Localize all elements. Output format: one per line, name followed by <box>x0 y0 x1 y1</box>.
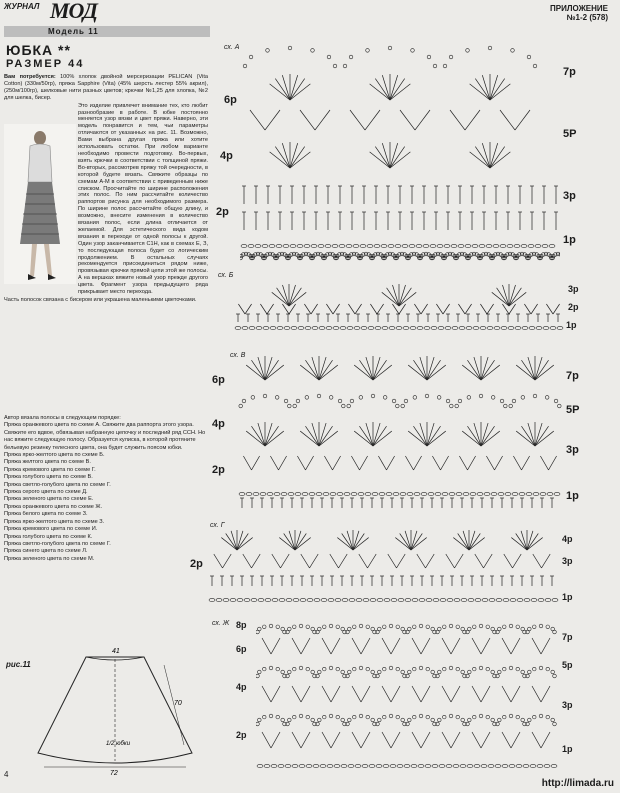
scheme-a-row-left: 6р <box>224 94 237 106</box>
scheme-g-row-right: 4р <box>562 534 573 544</box>
scheme-v-row-right: 5Р <box>566 404 580 416</box>
order-item: Пряжа белого цвета по схеме З. <box>4 511 88 518</box>
scheme-a-row-left: 2р <box>216 206 229 218</box>
scheme-zh-chart <box>256 616 560 774</box>
order-item: Пряжа ярко-желтого цвета по схеме З. <box>4 518 105 525</box>
scheme-a-chart <box>240 40 560 266</box>
order-detail: Пряжа оранжевого цвета по схеме А. Свяжите два раппорта этого узора. Свяжите его вдвое, обвязывая набранную цепочку и последний ряд ССН. Но нас вяжите следующую полосу. Образуется кулиска, в которой протяните бельевую резинку телесного цвета, она будет служить поясом юбки. <box>4 422 206 451</box>
model-bar: Модель 11 <box>4 26 210 37</box>
order-item: Пряжа синего цвета по схеме Л. <box>4 548 88 555</box>
scheme-v-row-right: 7р <box>566 370 579 382</box>
order-item: Пряжа желтого цвета по схеме В. <box>4 459 91 466</box>
scheme-a-label: сх. А <box>224 44 240 51</box>
page-mark: 4 <box>4 770 9 779</box>
scheme-b-row-right: 1р <box>566 320 577 330</box>
order-item: Пряжа зеленого цвета по схеме М. <box>4 555 95 562</box>
scheme-b-row-right: 2р <box>568 302 579 312</box>
supplement-label: ПРИЛОЖЕНИЕ <box>550 4 608 13</box>
order-intro: Автор вязала полосы в следующем порядке: <box>4 415 121 421</box>
order-item: Пряжа светло-голубого цвета по схеме Г. <box>4 481 111 488</box>
order-item: Пряжа серого цвета по схеме Д. <box>4 489 88 496</box>
article-body <box>4 74 208 305</box>
order-item: Пряжа голубого цвета по схеме К. <box>4 533 93 540</box>
scheme-v-row-right: 1р <box>566 490 579 502</box>
figure-length: 70 <box>174 700 182 707</box>
beads-paragraph: Часть полосок связана с бисером или украшена маленькими цветочками. <box>4 297 197 303</box>
scheme-v-chart <box>238 346 562 514</box>
size-label: РАЗМЕР 44 <box>6 58 85 70</box>
scheme-v-row-right: 3р <box>566 444 579 456</box>
order-item: Пряжа оранжевого цвета по схеме Ж. <box>4 503 103 510</box>
scheme-v-row-left: 2р <box>212 464 225 476</box>
scheme-zh-label: сх. Ж <box>212 620 230 627</box>
order-item: Пряжа кремового цвета по схеме И. <box>4 526 98 533</box>
magazine-logo: МОД <box>50 0 97 23</box>
scheme-v-row-left: 6р <box>212 374 225 386</box>
order-item: Пряжа светло-голубого цвета по схеме Г. <box>4 540 111 547</box>
scheme-a-row-left: 4р <box>220 150 233 162</box>
scheme-zh-row-left: 4р <box>236 682 247 692</box>
figure-half-label: 1/2 юбки <box>106 741 131 747</box>
materials-paragraph <box>4 74 208 102</box>
article-title: ЮБКА ** <box>6 42 71 58</box>
instructions <box>4 415 208 563</box>
scheme-v-row-left: 4р <box>212 418 225 430</box>
scheme-zh-row-left: 6р <box>236 644 247 654</box>
order-item: Пряжа голубого цвета по схеме В. <box>4 474 93 481</box>
scheme-zh-row-right: 1р <box>562 744 573 754</box>
materials-text: 100% хлопок двойной мерсеризации PELICAN (Vita Cotton) (330м/50гр), пряжа Sapphire (Vita) (45% шерсть лестер 55% акрил), (250м/100гр), шелковые нити разных цветов; крючки №1,25 для хлопка, №2 для шелка, бисер. <box>4 74 208 101</box>
order-item: Пряжа ярко-желтого цвета по схеме Б. <box>4 452 105 459</box>
source-url: http://limada.ru <box>541 778 614 789</box>
scheme-g-row-right: 3р <box>562 556 573 566</box>
order-list <box>4 452 208 563</box>
scheme-zh-row-right: 3р <box>562 700 573 710</box>
order-item: Пряжа зеленого цвета по схеме Е. <box>4 496 94 503</box>
scheme-b-row-right: 3р <box>568 284 579 294</box>
scheme-a-row-right: 7р <box>563 66 576 78</box>
scheme-g-chart <box>208 520 560 610</box>
scheme-zh-row-left: 8р <box>236 620 247 630</box>
figure-bottom-width: 72 <box>110 770 118 775</box>
scheme-zh-row-right: 5р <box>562 660 573 670</box>
scheme-g-row-right: 1р <box>562 592 573 602</box>
scheme-a-row-right: 5Р <box>563 128 577 140</box>
scheme-a-row-right: 3р <box>563 190 576 202</box>
scheme-zh-row-right: 7р <box>562 632 573 642</box>
scheme-b-chart <box>234 270 564 336</box>
magazine-small-title: ЖУРНАЛ <box>4 2 40 11</box>
scheme-v-label: сх. В <box>230 352 246 359</box>
materials-label: Вам потребуется: <box>4 74 56 80</box>
issue-number: №1-2 (578) <box>566 13 608 22</box>
scheme-b-label: сх. Б <box>218 272 234 279</box>
scheme-g-label: сх. Г <box>210 522 225 529</box>
issue-info <box>550 4 608 22</box>
scheme-zh-row-left: 2р <box>236 730 247 740</box>
scheme-a-row-right: 1р <box>563 234 576 246</box>
order-item: Пряжа кремового цвета по схеме Г. <box>4 466 96 473</box>
skirt-diagram <box>24 645 204 775</box>
figure-top-width: 41 <box>112 648 120 655</box>
intro-paragraph: Это изделие привлечет внимание тех, кто любит разнообразие в работе. В юбке постоянно меняется узор вязки и цвет пряжи. Наверно, эти модель понравится и тем, чьи параметры отличаются от указанных на рис. 11. Возможно, Вами выбрана другая пряжа или хотите использовать остатки. При любом варианте необходимо провести подготовку. Во-первых, взять крючки в соответствии с толщиной пряжи. Во-вторых, рассмотрев пряжу той очередности, в которой будете вязать. Свяжите образцы по схемам А-М в соответствии с приведенным ниже списком. Просчитайте по ширине расположения этих полос. По ним рассчитайте количество раппортов рисунка для необходимого размера. По ширине полос рассчитайте общую длину, и возможно, внесите изменения в количество вязания полос, если длина отличается от желаемой. Для эстетического вида кодом вязания в переходе от одной полосы к другой. Один узор заканчивается С1Н, как в схемах Е, З, то последующая полоса будет со логическим продолжением. В остальных случаях рекомендуется присоединиться рядом ниже, провязывая крючки прямой цепи этой же полосы. А на вершках вяжите новый узор прежде другого цвета. Фрагмент узора предыдущего ряда прикрывает место перехода. <box>78 102 208 296</box>
scheme-g-row-left: 2р <box>190 558 203 570</box>
figure-label: рис.11 <box>6 660 31 669</box>
